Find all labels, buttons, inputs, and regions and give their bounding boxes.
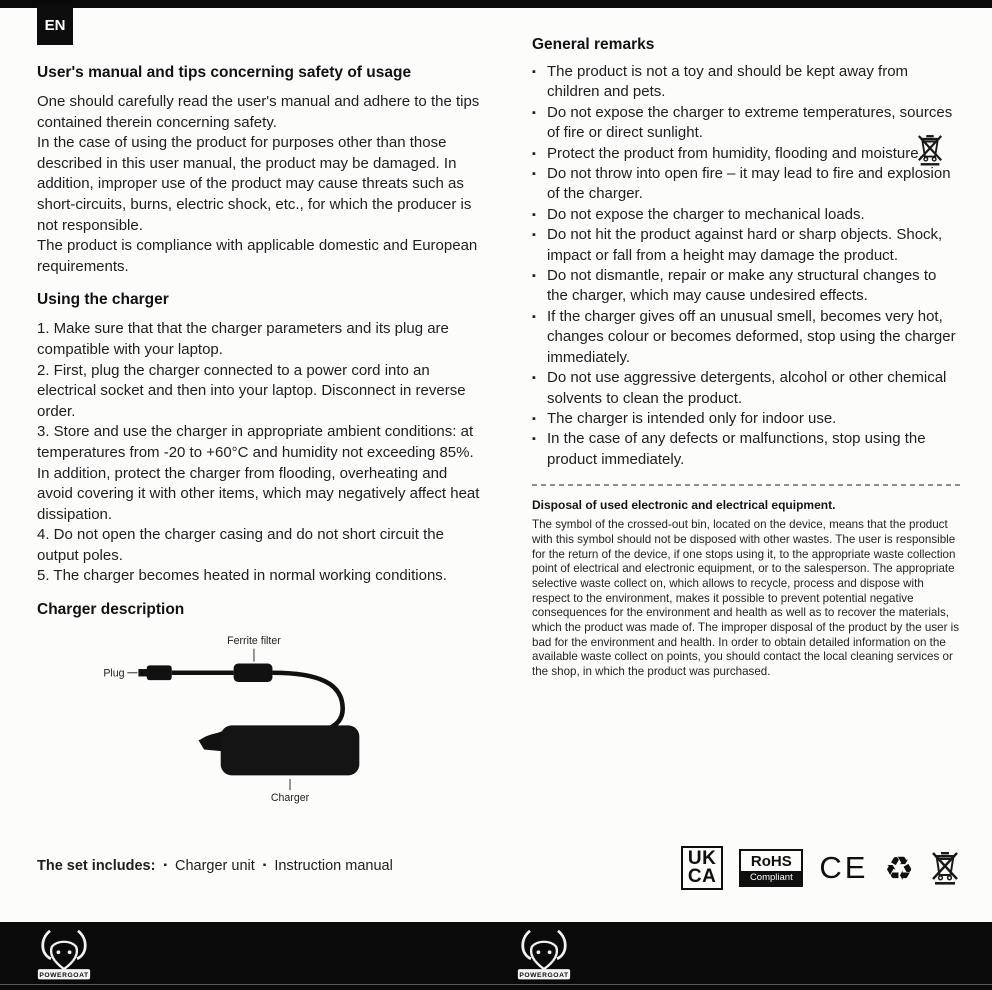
- using-steps: [37, 319, 482, 587]
- remark-item: ▪ In the case of any defects or malfunctions, stop using the product immediately.: [532, 429, 960, 470]
- general-remarks-list: [532, 62, 960, 470]
- remark-item: ▪ Do not dismantle, repair or make any structural changes to the charger, which may cause undesired effects.: [532, 266, 960, 307]
- ferrite-filter-shape: [234, 664, 273, 682]
- square-bullet-icon: ▪: [163, 859, 167, 871]
- language-badge: EN: [37, 5, 73, 45]
- using-step: 3. Store and use the charger in appropriate ambient conditions: at temperatures from -20 to +60°C and humidity not exceeding 85%. In addition, protect the charger from flooding, overheating and avoid covering it with other items, which may negatively affect heat dissipation.: [37, 423, 480, 523]
- disposal-body: The symbol of the crossed-out bin, located on the device, means that the product with this symbol should not be disposed with other wastes. The user is responsible for the return of the device, if one stops using it, to the appropriate waste collection point of electrical and electronic equipment, or to the salesperson. The appropriate selective waste collect on, which allows to recycle, process and dispose with respect to the environment, makes it possible to prevent potential negative consequences for the environment and health as well as to recover the materials, which the product was made of. The improper disposal of the product by the user is bad for the environment and health. In order to obtain detailed information on the available waste collect on points, you should contact the local cleaning services or the shop, in which the product was purchased.: [532, 518, 960, 679]
- ce-mark: CE: [819, 850, 869, 885]
- ferrite-filter-label: Ferrite filter: [227, 635, 281, 648]
- remark-item: ▪ The charger is intended only for indoor use.: [532, 409, 960, 429]
- rohs-title: RoHS: [750, 853, 792, 870]
- remark-item: ▪ Protect the product from humidity, flooding and moisture.: [532, 144, 960, 164]
- certification-marks: [681, 846, 960, 890]
- safety-paragraph: The product is compliance with applicable domestic and European requirements.: [37, 237, 478, 275]
- set-includes-line: [37, 858, 393, 874]
- set-item: Instruction manual: [274, 858, 393, 874]
- using-step: 2. First, plug the charger connected to a power cord into an electrical socket and then into your laptop. Disconnect in reverse order.: [37, 361, 466, 420]
- crossed-bin-icon-small: [916, 133, 944, 167]
- goat-emblem-icon: [516, 926, 572, 986]
- remark-item: ▪ Do not use aggressive detergents, alcohol or other chemical solvents to clean the product.: [532, 368, 960, 409]
- ukca-bottom: CA: [687, 866, 717, 887]
- set-item: Charger unit: [175, 858, 255, 874]
- left-column: [37, 64, 482, 804]
- remark-item: ▪ Do not throw into open fire – it may lead to fire and explosion of the charger.: [532, 164, 960, 205]
- rohs-subtitle: Compliant: [741, 871, 801, 885]
- ukca-mark: [681, 846, 723, 890]
- plug-label: Plug: [103, 667, 125, 680]
- right-column: [532, 36, 960, 680]
- crossed-bin-icon: [930, 850, 960, 886]
- general-remarks-heading: General remarks: [532, 36, 655, 53]
- plug-shape: [147, 665, 172, 680]
- remark-item: ▪ If the charger gives off an unusual smell, becomes very hot, changes colour or becomes deformed, stop using the charger immediately.: [532, 307, 960, 368]
- using-step: 4. Do not open the charger casing and do not short circuit the output poles.: [37, 526, 444, 564]
- charger-diagram: [95, 633, 400, 804]
- set-includes-label: The set includes:: [37, 858, 156, 874]
- footer-scan-line: [0, 984, 992, 985]
- remark-item: ▪ Do not expose the charger to extreme temperatures, sources of fire or direct sunlight.: [532, 103, 960, 144]
- top-scan-strip: [0, 0, 992, 8]
- remark-item: ▪ The product is not a toy and should be kept away from children and pets.: [532, 62, 960, 103]
- using-step: 1. Make sure that that the charger parameters and its plug are compatible with your laptop.: [37, 320, 449, 358]
- brand-name: POWERGOAT: [39, 972, 89, 979]
- safety-paragraphs: [37, 92, 482, 277]
- disposal-heading: Disposal of used electronic and electrical equipment.: [532, 498, 836, 513]
- square-bullet-icon: ▪: [262, 859, 267, 871]
- charger-label: Charger: [270, 792, 310, 805]
- dashed-divider: [532, 484, 960, 486]
- strain-relief: [199, 731, 223, 751]
- rohs-mark: [739, 849, 803, 887]
- charger-body: [221, 725, 360, 775]
- footer-bar: [0, 922, 992, 990]
- ukca-top: UK: [687, 848, 717, 869]
- remark-item: ▪ Do not expose the charger to mechanical loads.: [532, 205, 960, 225]
- remark-item: ▪ Do not hit the product against hard or sharp objects. Shock, impact or fall from a height may damage the product.: [532, 225, 960, 266]
- charger-description-heading: Charger description: [37, 601, 185, 619]
- recycling-icon: ♻: [884, 848, 914, 888]
- using-step: 5. The charger becomes heated in normal working conditions.: [37, 567, 447, 585]
- safety-heading: User's manual and tips concerning safety of usage: [37, 64, 412, 81]
- safety-paragraph: One should carefully read the user's manual and adhere to the tips contained therein concerning safety.: [37, 93, 480, 131]
- goat-emblem-icon: [36, 926, 92, 986]
- powergoat-logo: [516, 926, 572, 986]
- using-heading: Using the charger: [37, 291, 169, 309]
- safety-paragraph: In the case of using the product for purposes other than those described in this user manual, the product may be damaged. In addition, improper use of the product may cause threats such as short-circuits, burns, electric shock, etc., for which the producer is not responsible.: [37, 134, 472, 234]
- powergoat-logo: [36, 926, 92, 986]
- brand-name: POWERGOAT: [519, 972, 569, 979]
- plug-tip: [138, 669, 147, 676]
